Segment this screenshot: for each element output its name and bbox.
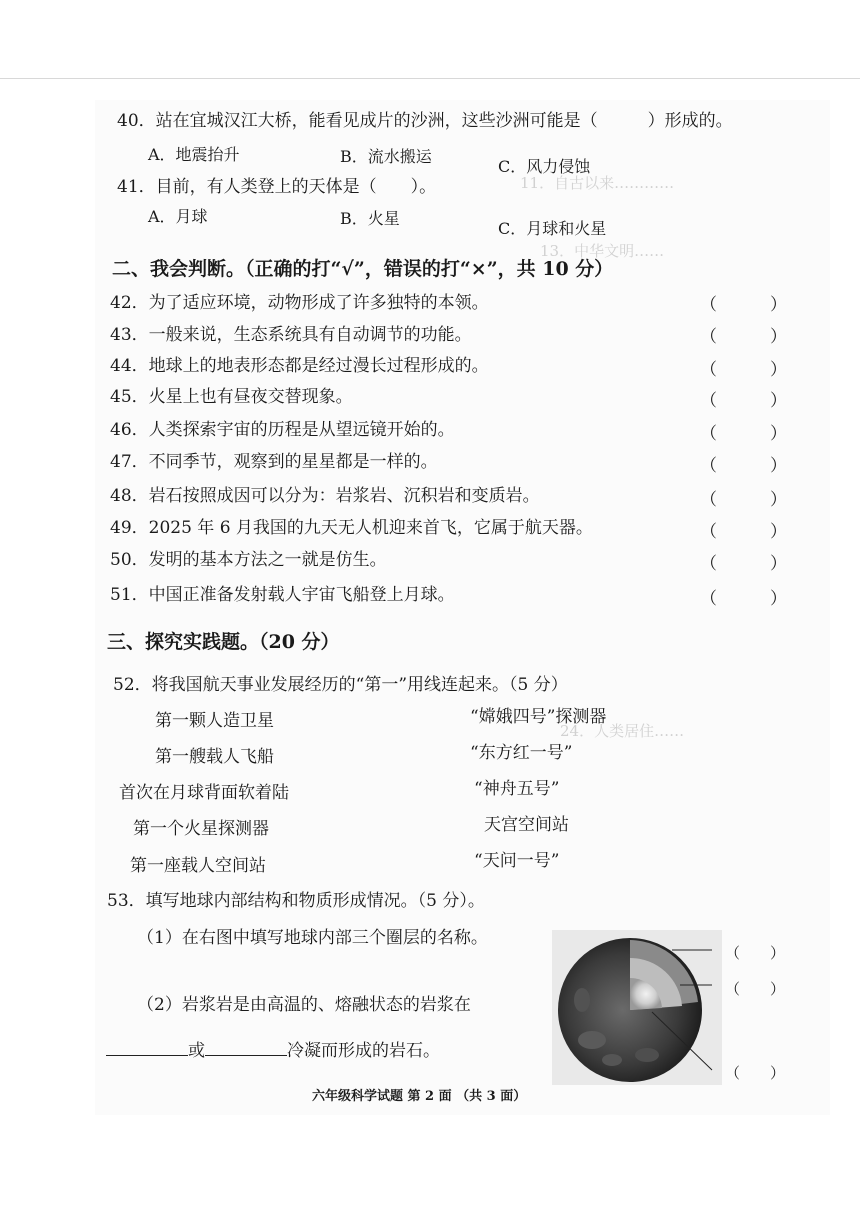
answer-paren-51[interactable]: （ ） [700, 589, 805, 609]
q52-right-item[interactable]: “天问一号” [474, 851, 560, 871]
q41-option-b: B．火星 [340, 209, 400, 228]
top-divider [0, 78, 860, 79]
answer-paren-47[interactable]: （ ） [700, 456, 805, 476]
section-3-title: 三、探究实践题。（20 分） [107, 631, 340, 653]
q52-left-item[interactable]: 首次在月球背面软着陆 [119, 783, 289, 803]
judge-item-47: 47．不同季节，观察到的星星都是一样的。 [110, 452, 438, 472]
answer-paren-48[interactable]: （ ） [700, 490, 805, 510]
q53-sub2-line2: 或 冷凝而形成的岩石。 [106, 1037, 440, 1062]
q53-stem: 53．填写地球内部结构和物质形成情况。（5 分）。 [107, 891, 485, 911]
answer-paren-50[interactable]: （ ） [700, 554, 805, 574]
q41-option-c: C．月球和火星 [498, 219, 607, 238]
judge-item-49: 49．2025 年 6 月我国的九天无人机迎来首飞，它属于航天器。 [110, 518, 593, 538]
judge-item-51: 51．中国正准备发射载人宇宙飞船登上月球。 [110, 585, 455, 605]
page-footer: 六年级科学试题 第 2 面 （共 3 面） [312, 1089, 527, 1104]
q52-left-item[interactable]: 第一颗人造卫星 [155, 711, 274, 731]
q52-stem: 52．将我国航天事业发展经历的“第一”用线连起来。（5 分） [113, 675, 568, 695]
q52-right-item[interactable]: 天宫空间站 [484, 815, 569, 835]
bleed-through-text: 24．人类居住…… [560, 722, 685, 740]
q40-option-a: A．地震抬升 [148, 145, 240, 164]
q40-option-b: B．流水搬运 [340, 147, 432, 166]
layer-label-paren-2[interactable]: （ ） [725, 980, 786, 998]
q40-option-c: C．风力侵蚀 [498, 157, 591, 176]
q52-right-item[interactable]: “神舟五号” [474, 779, 560, 799]
judge-item-43: 43．一般来说，生态系统具有自动调节的功能。 [110, 325, 472, 345]
q52-right-item[interactable]: “东方红一号” [470, 743, 573, 763]
judge-item-50: 50．发明的基本方法之一就是仿生。 [110, 550, 387, 570]
q52-left-item[interactable]: 第一艘载人飞船 [155, 747, 274, 767]
q40-stem: 40．站在宜城汉江大桥，能看见成片的沙洲，这些沙洲可能是（ ）形成的。 [117, 111, 733, 131]
q41-option-a: A．月球 [148, 207, 208, 226]
q52-left-item[interactable]: 第一座载人空间站 [130, 856, 266, 876]
answer-paren-46[interactable]: （ ） [700, 424, 805, 444]
layer-label-paren-3[interactable]: （ ） [725, 1064, 786, 1082]
bleed-through-text: 11．自古以来………… [520, 174, 675, 192]
section-2-title: 二、我会判断。（正确的打“√”，错误的打“×”，共 10 分） [112, 258, 614, 280]
q52-left-item[interactable]: 第一个火星探测器 [133, 819, 269, 839]
judge-item-46: 46．人类探索宇宙的历程是从望远镜开始的。 [110, 420, 455, 440]
answer-blank-1[interactable] [106, 1037, 188, 1056]
q53-sub1: （1）在右图中填写地球内部三个圈层的名称。 [137, 928, 488, 948]
answer-paren-42[interactable]: （ ） [700, 295, 805, 315]
answer-paren-45[interactable]: （ ） [700, 391, 805, 411]
earth-cross-section-figure [552, 930, 722, 1085]
bleed-through-text: 13．中华文明…… [540, 242, 665, 260]
judge-item-44: 44．地球上的地表形态都是经过漫长过程形成的。 [110, 356, 489, 376]
answer-paren-43[interactable]: （ ） [700, 327, 805, 347]
answer-paren-44[interactable]: （ ） [700, 360, 805, 380]
answer-paren-49[interactable]: （ ） [700, 522, 805, 542]
judge-item-45: 45．火星上也有昼夜交替现象。 [110, 387, 353, 407]
judge-item-42: 42．为了适应环境，动物形成了许多独特的本领。 [110, 293, 489, 313]
q52-right-item[interactable]: “嫦娥四号”探测器 [470, 707, 607, 727]
answer-blank-2[interactable] [205, 1037, 287, 1056]
q53-sub2: （2）岩浆岩是由高温的、熔融状态的岩浆在 [137, 995, 471, 1015]
judge-item-48: 48．岩石按照成因可以分为：岩浆岩、沉积岩和变质岩。 [110, 486, 540, 506]
layer-label-paren-1[interactable]: （ ） [725, 944, 786, 962]
q41-stem: 41．目前，有人类登上的天体是（ ）。 [117, 177, 437, 197]
